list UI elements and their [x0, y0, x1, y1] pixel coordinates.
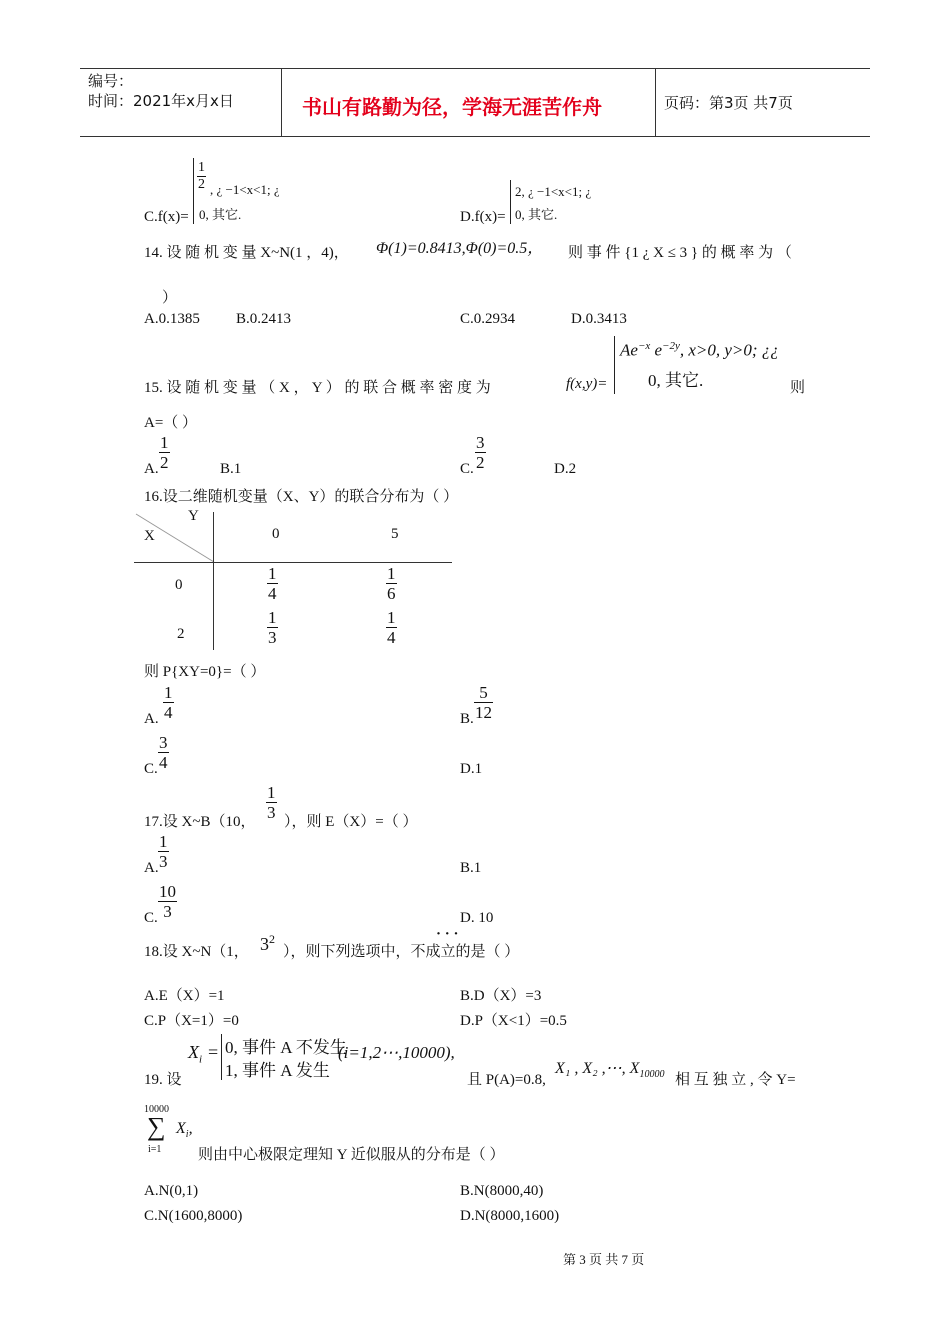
q13-option-c-label: C.f(x)= — [144, 209, 189, 225]
q19-sum-term-x: X — [176, 1120, 186, 1137]
q15-top-ae: Ae — [620, 340, 638, 360]
q18-power — [260, 932, 275, 955]
q14-close-paren: ） — [162, 290, 178, 306]
q16-b-den: 12 — [475, 703, 492, 722]
q16-question: 则 P{XY=0}=（ ） — [144, 664, 266, 680]
q15-density-top — [620, 340, 779, 361]
q18-exp: 2 — [269, 932, 275, 946]
q16-cell-1-0-den: 3 — [268, 628, 277, 647]
q16-cell-0-0-den: 4 — [268, 584, 277, 603]
q16-option-a-fraction — [163, 683, 174, 722]
q15-stem: 15. 设 随 机 变 量 （ X ， Y ） 的 联 合 概 率 密 度 为 — [144, 380, 491, 396]
q16-option-c-label: C. — [144, 761, 158, 777]
q15-top-exp1: −x — [637, 340, 651, 352]
q18-emphasis-dots: · · · — [436, 926, 459, 942]
q16-a-num: 1 — [164, 683, 173, 702]
q19-option-b: B.N(8000,40) — [460, 1183, 544, 1199]
header-time-label: 时间：2021年x月x日 — [88, 92, 234, 110]
q13-option-c-brace — [193, 158, 194, 224]
q15-option-a-fraction — [159, 433, 170, 472]
q14-stem: 14. 设 随 机 变 量 X~N(1 ，4)， — [144, 245, 349, 261]
q16-c-num: 3 — [159, 733, 168, 752]
q14-phi-values: Φ(1)=0.8413,Φ(0)=0.5， — [376, 240, 544, 257]
q15-brace — [614, 336, 615, 394]
q16-table-horizontal-rule — [134, 562, 452, 563]
q16-option-b-label: B. — [460, 711, 474, 727]
q15-c-den: 2 — [476, 453, 485, 472]
q15-option-c-label: C. — [460, 461, 474, 477]
q16-b-num: 5 — [474, 683, 493, 703]
q15-a-den: 2 — [160, 453, 169, 472]
q16-cell-0-1-num: 1 — [387, 564, 396, 583]
q19-equals: = — [208, 1042, 219, 1062]
q19-sum-term — [176, 1120, 193, 1140]
q15-answer-line: A=（ ） — [144, 415, 198, 431]
q19-question: 则由中心极限定理知 Y 近似服从的分布是（ ） — [198, 1147, 505, 1163]
header-divider-right — [655, 68, 656, 136]
q16-option-d: D.1 — [460, 761, 483, 777]
q15-top-exp2: −2y — [662, 340, 680, 352]
q17-option-c-fraction — [158, 882, 177, 921]
q16-col-header-5: 5 — [391, 526, 399, 542]
q19-sum-top: 10000 — [144, 1104, 169, 1115]
q16-cell-1-0 — [267, 608, 278, 647]
q19-sum-comma: , — [188, 1120, 193, 1137]
q13-option-d-top-case: 2, ¿ −1<x<1; ¿ — [515, 184, 592, 199]
q17-option-a-fraction — [158, 832, 169, 871]
q19-post: 相 互 独 立 , 令 Y= — [675, 1072, 796, 1088]
header-bottom-rule — [80, 136, 870, 137]
q16-cell-1-0-num: 1 — [268, 608, 277, 627]
q16-cell-0-1-den: 6 — [387, 584, 396, 603]
q19-xi-x: X — [188, 1042, 199, 1062]
q15-option-a-label: A. — [144, 461, 159, 477]
q16-row-header-0: 0 — [175, 577, 183, 593]
q13-option-d-brace — [510, 180, 511, 224]
q15-then: 则 — [790, 380, 806, 396]
q16-row-header-2: 2 — [177, 626, 185, 642]
q13-c-den: 2 — [198, 177, 205, 192]
q13-option-d-bottom-case: 0, 其它. — [515, 207, 558, 222]
q13-c-num: 1 — [198, 160, 205, 175]
header-divider-left — [281, 68, 282, 136]
q18-base: 3 — [260, 934, 269, 954]
q15-option-c-fraction — [475, 433, 486, 472]
q14-option-a: A.0.1385 — [144, 311, 200, 327]
q19-sum-term-sub: i — [185, 1129, 189, 1141]
q19-sequence — [555, 1058, 664, 1080]
q18-option-a: A.E（X）=1 — [144, 988, 225, 1004]
q18-option-d: D.P（X<1）=0.5 — [460, 1013, 567, 1029]
q15-fxy: f(x,y)= — [566, 376, 608, 392]
q19-case-2: 1, 事件 A 发生 — [225, 1061, 330, 1080]
q19-seq-text: X₁ , X₂ ,⋯, X — [555, 1060, 640, 1077]
q17-stem-pre: 17.设 X~B（10， — [144, 814, 256, 830]
q19-option-c: C.N(1600,8000) — [144, 1208, 243, 1224]
q15-density-bottom: 0, 其它. — [648, 371, 704, 390]
q14-option-c: C.0.2934 — [460, 311, 516, 327]
q16-cell-1-1-num: 1 — [387, 608, 396, 627]
q16-x-label: X — [144, 528, 155, 544]
q14-option-b: B.0.2413 — [236, 311, 292, 327]
q13-option-c-bottom-case: 0, 其它. — [199, 207, 242, 222]
q19-sum-bottom: i=1 — [148, 1144, 162, 1155]
header-page-label: 页码：第3页 共7页 — [664, 94, 793, 112]
q17-a-num: 1 — [159, 832, 168, 851]
q17-option-c-label: C. — [144, 910, 158, 926]
q14-event: 则 事 件 {1 ¿ X ≤ 3 } 的 概 率 为 （ — [568, 245, 792, 261]
q16-option-a-label: A. — [144, 711, 159, 727]
q15-top-e: e — [654, 340, 663, 360]
q17-c-den: 3 — [163, 902, 172, 921]
q19-brace — [221, 1034, 222, 1080]
q15-c-num: 3 — [476, 433, 485, 452]
q13-option-d-label: D.f(x)= — [460, 209, 506, 225]
q17-c-num: 10 — [159, 882, 176, 901]
q17-stem-num: 1 — [267, 783, 276, 802]
q18-option-c: C.P（X=1）=0 — [144, 1013, 239, 1029]
q19-xi — [188, 1042, 202, 1066]
q16-cell-1-1-den: 4 — [387, 628, 396, 647]
q17-stem-fraction — [266, 783, 277, 822]
q17-stem-post: ），则 E（X）=（ ） — [284, 814, 418, 830]
q17-option-b: B.1 — [460, 860, 482, 876]
q19-case-1: 0, 事件 A 不发生 — [225, 1038, 347, 1057]
header-top-rule — [80, 68, 870, 69]
q17-option-a-label: A. — [144, 860, 159, 876]
q15-option-d: D.2 — [554, 461, 577, 477]
q19-option-d: D.N(8000,1600) — [460, 1208, 560, 1224]
q19-xi-sub: i — [199, 1053, 203, 1066]
q13-option-c-top-case: , ¿ −1<x<1; ¿ — [210, 182, 280, 197]
q18-stem-post: ），则下列选项中，不成立的是（ ） — [283, 944, 520, 960]
q16-c-den: 4 — [159, 753, 168, 772]
q16-table-vertical-rule — [213, 512, 214, 650]
q19-sum-symbol: ∑ — [147, 1112, 166, 1141]
q19-seq-sub: 10000 — [639, 1069, 665, 1081]
q16-cell-0-0 — [267, 564, 278, 603]
q17-stem-den: 3 — [267, 803, 276, 822]
q16-cell-1-1 — [386, 608, 397, 647]
q16-a-den: 4 — [164, 703, 173, 722]
q14-option-d: D.0.3413 — [571, 311, 627, 327]
q17-a-den: 3 — [159, 852, 168, 871]
q18-stem-pre: 18.设 X~N（1， — [144, 944, 249, 960]
q13-option-c-fraction — [197, 160, 206, 193]
page-footer-number: 第 3 页 共 7 页 — [563, 1252, 645, 1267]
q15-a-num: 1 — [160, 433, 169, 452]
q18-option-b: B.D（X）=3 — [460, 988, 542, 1004]
q19-mid: 且 P(A)=0.8, — [467, 1072, 546, 1088]
q17-option-d: D. 10 — [460, 910, 494, 926]
q16-stem: 16.设二维随机变量（X、Y）的联合分布为（ ） — [144, 489, 459, 505]
q16-col-header-0: 0 — [272, 526, 280, 542]
q16-cell-0-1 — [386, 564, 397, 603]
q19-option-a: A.N(0,1) — [144, 1183, 199, 1199]
header-slogan: 书山有路勤为径，学海无涯苦作舟 — [302, 95, 602, 119]
q16-cell-0-0-num: 1 — [268, 564, 277, 583]
q15-option-b: B.1 — [220, 461, 242, 477]
q16-option-c-fraction — [158, 733, 169, 772]
q16-option-b-fraction — [474, 683, 493, 722]
header-number-label: 编号： — [88, 72, 134, 90]
q19-pre: 19. 设 — [144, 1072, 182, 1088]
q16-y-label: Y — [188, 508, 199, 524]
q15-top-cond: , x>0, y>0; ¿¿ — [679, 340, 779, 360]
q19-range: (i=1,2⋯,10000), — [338, 1043, 455, 1062]
